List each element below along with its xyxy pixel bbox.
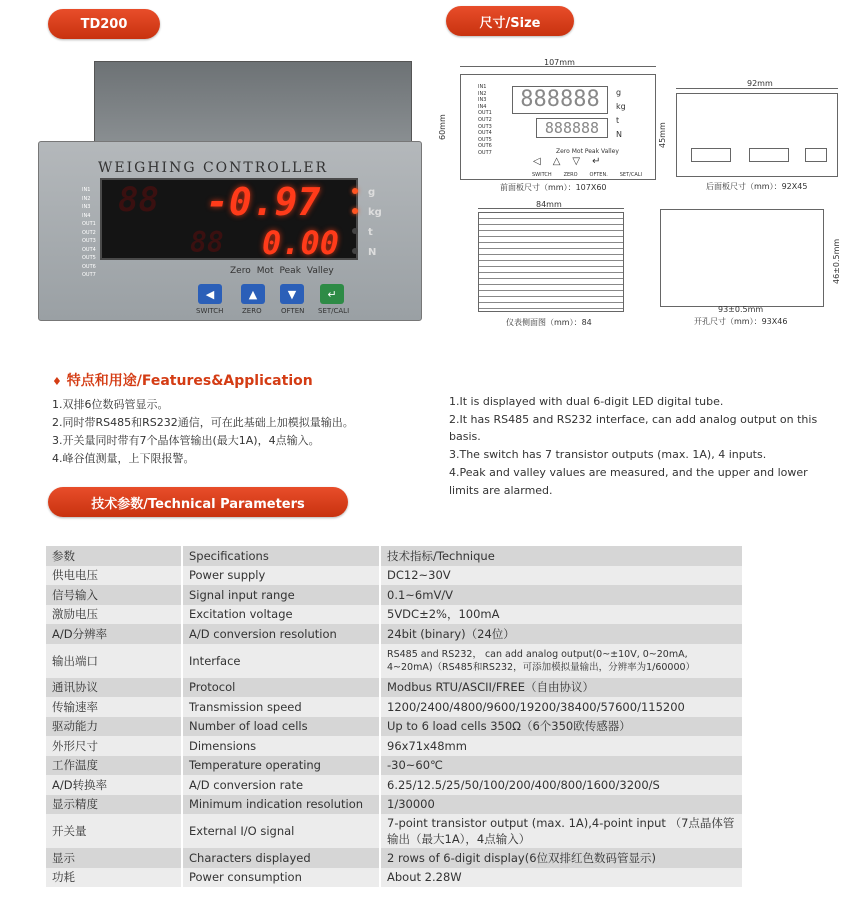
table-cell: 技术指标/Technique [380,546,742,566]
table-cell: External I/O signal [182,814,380,848]
io-label: IN3 [82,204,91,210]
table-row [46,678,742,698]
front-io-label: OUT3 [478,123,492,130]
device-unit-labels [368,183,382,263]
front-key-label: SET/CALI [619,172,642,178]
function-label: Zero [230,266,251,276]
side-view-caption: 仪表侧面图（mm）：84 [506,318,592,327]
often-key: ▼ [280,284,304,304]
table-row [46,585,742,605]
led-line-2: 0.00 [262,224,340,262]
table-cell: Transmission speed [182,697,380,717]
feature-en-item: 4.Peak and valley values are measured, and the upper and lower limits are alarmed. [449,465,808,497]
params-table [46,546,742,887]
front-function-labels: Zero Mot Peak Valley [556,148,619,155]
rear-panel-drawing [676,93,838,177]
size-section-title: 尺寸/Size [446,6,574,36]
feature-en-item: 1.It is displayed with dual 6-digit LED digital tube. [449,395,724,408]
table-cell: 激励电压 [46,605,182,625]
feature-cn-item: 1.双排6位数码管显示。 [52,398,169,411]
table-row [46,717,742,737]
feature-cn-item: 2.同时带RS485和RS232通信，可在此基础上加模拟量输出。 [52,416,354,429]
io-label: OUT4 [82,246,96,253]
features-list-en [449,393,829,499]
feature-en-item: 3.The switch has 7 transistor outputs (max. 1A), 4 inputs. [449,448,767,462]
rear-height-label: 45mm [658,122,667,148]
front-io-label: IN1 [478,84,487,90]
table-cell: 信号输入 [46,585,182,605]
table-cell: Power consumption [182,868,380,888]
io-label: OUT6 [82,263,96,270]
unit-label: g [368,187,376,198]
table-row [46,605,742,625]
table-cell: Power supply [182,566,380,586]
front-io-label: OUT4 [478,130,492,137]
front-unit-labels [616,86,626,142]
table-cell: Excitation voltage [182,605,380,625]
table-cell: 通讯协议 [46,678,182,698]
unit-label: t [368,227,373,238]
io-label: IN2 [82,195,91,202]
table-cell: 显示精度 [46,795,182,815]
led-line-1: -0.97 [206,180,321,224]
table-cell: A/D转换率 [46,775,182,795]
front-unit-label: N [616,130,622,139]
table-row [46,795,742,815]
front-unit-label: g [616,88,622,97]
diamond-icon: ♦ [52,375,62,388]
table-cell: Protocol [182,678,380,698]
table-cell: About 2.28W [380,868,742,888]
front-width-label: 107mm [544,58,575,67]
front-io-label: OUT7 [478,149,492,156]
front-height-label: 60mm [438,114,447,140]
rear-width-line [676,88,838,89]
table-cell: 5VDC±2%，100mA [380,605,742,625]
table-cell: 6.25/12.5/25/50/100/200/400/800/1600/3200/S [380,775,742,795]
features-list-cn [52,396,354,468]
table-cell: 开关量 [46,814,182,848]
front-io-label: OUT2 [478,116,492,123]
table-row [46,814,742,848]
side-view-drawing [478,212,624,312]
front-io-label: IN4 [478,103,487,110]
table-cell: 功耗 [46,868,182,888]
table-cell: Number of load cells [182,717,380,737]
front-io-label: OUT1 [478,110,492,117]
table-cell: 7-point transistor output (max. 1A),4-point input （7点晶体管输出（最大1A），4点输入） [380,814,742,848]
io-label: OUT5 [82,255,96,261]
table-row [46,697,742,717]
function-label: Peak [279,266,301,276]
front-io-labels [478,84,492,157]
rear-panel-caption: 后面板尺寸（mm）：92X45 [706,182,808,191]
io-label: OUT1 [82,221,96,227]
table-cell: Temperature operating [182,756,380,776]
feature-en-item: 2.It has RS485 and RS232 interface, can add analog output on this basis. [449,412,818,444]
cutout-drawing [660,209,824,307]
table-row [46,624,742,644]
front-key-label: ZERO [563,172,578,178]
front-io-label: IN2 [478,90,487,97]
device-io-labels [82,186,96,280]
table-cell: RS485 and RS232， can add analog output(0~±10V, 0~20mA, 4~20mA)（RS485和RS232，可添加模拟量输出，分辨率为1/60000） [380,644,742,678]
features-heading: ♦ 特点和用途/Features&Application [52,373,313,389]
front-io-label: IN3 [478,97,487,104]
cutout-height-label: 46±0.5mm [832,238,841,284]
table-cell: 1/30000 [380,795,742,815]
table-cell: 参数 [46,546,182,566]
unit-label: kg [368,207,382,218]
table-cell: Modbus RTU/ASCII/FREE（自由协议） [380,678,742,698]
device-unit-indicators [352,188,358,268]
io-label: OUT2 [82,229,96,236]
function-label: Mot [256,266,274,276]
table-header-row [46,546,742,566]
table-row [46,775,742,795]
front-display-row-1: 888888 [512,86,608,114]
side-width-line [478,208,624,209]
params-section-title: 技术参数/Technical Parameters [48,487,348,517]
table-cell: A/D分辨率 [46,624,182,644]
device-function-labels [230,266,340,276]
front-io-label: OUT6 [478,143,492,150]
table-cell: A/D conversion resolution [182,624,380,644]
io-label: IN1 [82,187,91,193]
front-io-label: OUT5 [478,136,492,143]
device-housing [94,61,412,145]
io-label: OUT7 [82,272,96,278]
table-cell: 输出端口 [46,644,182,678]
function-label: Valley [306,266,334,276]
table-cell: Characters displayed [182,848,380,868]
io-label: OUT3 [82,238,96,244]
table-cell: DC12~30V [380,566,742,586]
front-key-labels [532,172,642,178]
led-dim-digits-2: 88 [190,226,224,259]
table-cell: 工作温度 [46,756,182,776]
table-cell: A/D conversion rate [182,775,380,795]
front-panel-caption: 前面板尺寸（mm）：107X60 [500,183,607,192]
table-cell: Signal input range [182,585,380,605]
table-cell: Up to 6 load cells 350Ω（6个350欧传感器） [380,717,742,737]
feature-cn-item: 3.开关量同时带有7个晶体管输出(最大1A)，4点输入。 [52,434,320,447]
table-row [46,848,742,868]
table-cell: Interface [182,644,380,678]
led-dim-digits-1: 88 [118,180,159,220]
front-unit-label: t [616,116,620,125]
table-cell: Minimum indication resolution [182,795,380,815]
device-panel-title: WEIGHING CONTROLLER [98,160,329,176]
table-cell: 驱动能力 [46,717,182,737]
front-display-row-2: 888888 [536,118,608,138]
table-row [46,868,742,888]
io-label: IN4 [82,212,91,219]
model-title: TD200 [48,9,160,39]
switch-key: ◀ [198,284,222,304]
front-key-icons: ◁△▽↵ [533,156,613,167]
table-cell: -30~60℃ [380,756,742,776]
table-cell: 外形尺寸 [46,736,182,756]
table-cell: Specifications [182,546,380,566]
table-cell: 显示 [46,848,182,868]
table-cell: 24bit (binary)（24位） [380,624,742,644]
set-key: ↵ [320,284,344,304]
side-width-label: 84mm [536,200,562,209]
front-width-line [460,66,656,67]
unit-label: N [368,247,377,258]
zero-key: ▲ [241,284,265,304]
cutout-width-label: 93±0.5mm [718,305,764,314]
table-cell: 2 rows of 6-digit display(6位双排红色数码管显示) [380,848,742,868]
table-cell: Dimensions [182,736,380,756]
table-row [46,736,742,756]
cutout-caption: 开孔尺寸（mm）：93X46 [694,317,788,326]
table-row [46,566,742,586]
front-key-label: SWITCH [532,172,552,178]
table-row [46,644,742,678]
rear-width-label: 92mm [747,79,773,88]
table-row [46,756,742,776]
front-key-label: OFTEN. [589,172,608,178]
table-cell: 0.1~6mV/V [380,585,742,605]
table-cell: 传输速率 [46,697,182,717]
feature-cn-item: 4.峰谷值测量，上下限报警。 [52,452,195,465]
table-cell: 96x71x48mm [380,736,742,756]
table-cell: 1200/2400/4800/9600/19200/38400/57600/115200 [380,697,742,717]
table-cell: 供电电压 [46,566,182,586]
front-unit-label: kg [616,102,626,111]
